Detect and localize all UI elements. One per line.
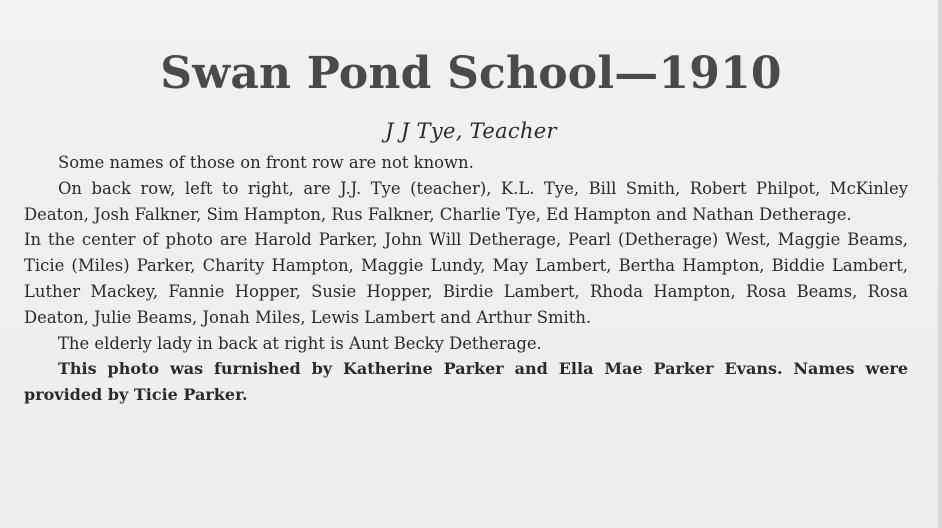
article-subtitle: J J Tye, Teacher [385,119,557,143]
paragraph-credits: This photo was furnished by Katherine Parker and Ella Mae Parker Evans. Names were provided by Ticie Parker. [24,359,908,405]
paragraph-front-row: Some names of those on front row are not known. [58,153,474,172]
paragraph-center: In the center of photo are Harold Parker, John Will Detherage, Pearl (Detherage) West, Maggie Beams, Ticie (Miles) Parker, Charity Hampton, Maggie Lundy, May Lambert, Bertha Hampton, Biddie Lambert, Luther Mackey, Fannie Hopper, Susie Hopper, Birdie Lambert, Rhoda Hampton, Rosa Beams, Rosa Deaton, Julie Beams, Jonah Miles, Lewis Lambert and Arthur Smith. [24,230,908,327]
article-title: Swan Pond School—1910 [160,48,782,99]
paragraph-back-row: On back row, left to right, are J.J. Tye (teacher), K.L. Tye, Bill Smith, Robert Philpot, McKinley Deaton, Josh Falkner, Sim Hampton, Rus Falkner, Charlie Tye, Ed Hampton and Nathan Detherage. [24,178,908,224]
article-body [24,150,908,408]
paragraph-elderly-lady: The elderly lady in back at right is Aunt Becky Detherage. [58,333,542,353]
